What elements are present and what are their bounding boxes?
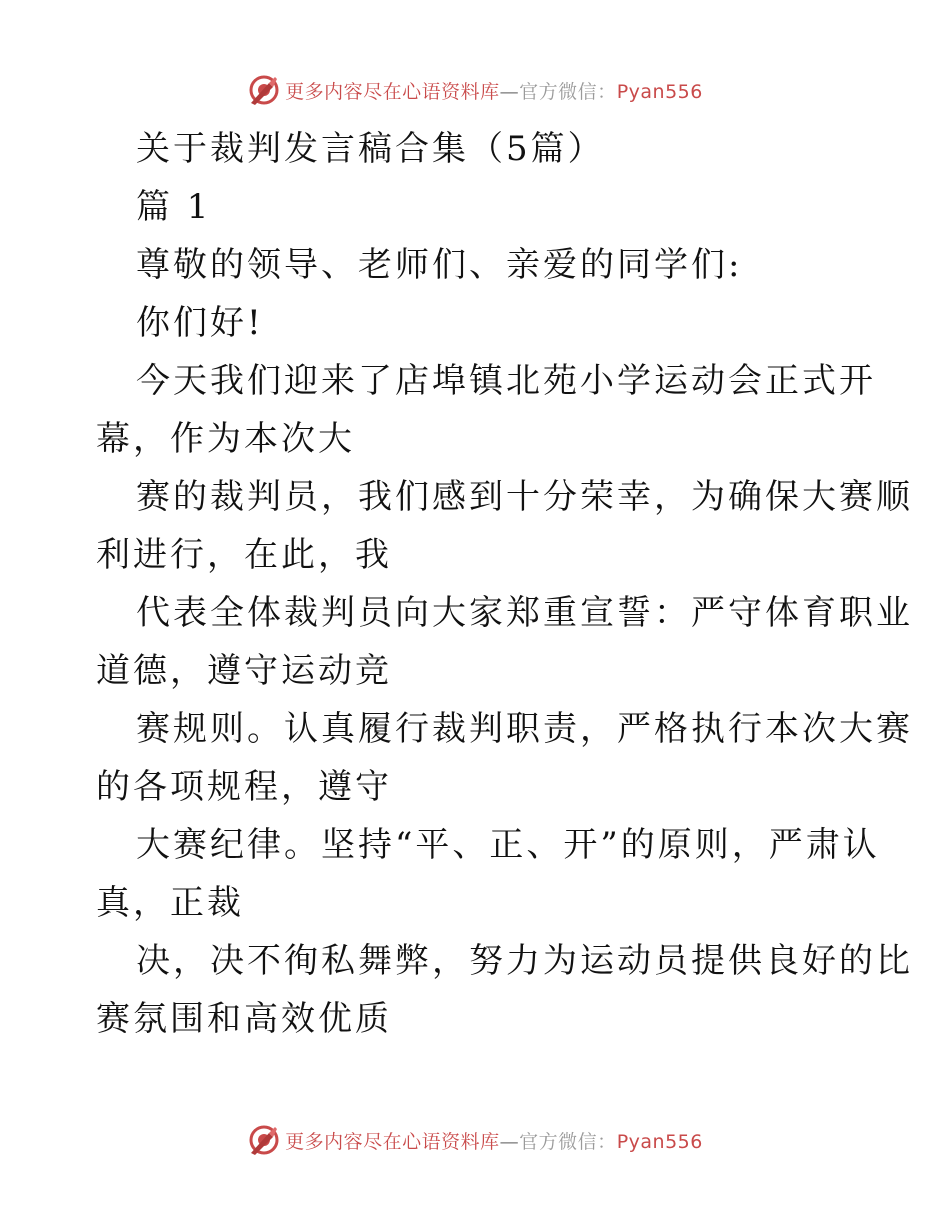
text-line: 利进行，在此，我 [96,535,392,575]
watermark-main-text: 更多内容尽在心语资料库 [285,80,500,103]
text-line: 赛规则。认真履行裁判职责，严格执行本次大赛 [136,709,913,749]
text-line: 你们好! [136,303,264,343]
text-line: 的各项规程，遵守 [96,767,392,807]
watermark-account: Pyan556 [616,1130,703,1153]
footer-watermark [0,1120,950,1160]
text-line: 幕，作为本次大 [96,419,355,459]
text-line: 决，决不徇私舞弊，努力为运动员提供良好的比 [136,941,913,981]
watermark-account: Pyan556 [616,80,703,103]
section-heading: 篇 1 [136,187,212,227]
text-line: 赛氛围和高效优质 [96,999,392,1039]
text-line: 代表全体裁判员向大家郑重宣誓：严守体育职业 [136,593,913,633]
watermark-sub-text: 官方微信： [519,80,617,103]
text-line: 道德，遵守运动竞 [96,651,392,691]
text-line: 真，正裁 [96,883,244,923]
text-line: 尊敬的领导、老师们、亲爱的同学们: [136,245,743,285]
text-line: 赛的裁判员，我们感到十分荣幸，为确保大赛顺 [136,477,913,517]
document-body [96,120,913,1048]
watermark-dash: — [499,1130,520,1153]
pen-logo-icon [247,73,281,107]
document-title: 关于裁判发言稿合集（5篇） [136,129,605,169]
header-watermark [0,70,950,110]
watermark-dash: — [499,80,520,103]
text-line: 大赛纪律。坚持“平、正、开”的原则，严肃认 [136,825,880,865]
watermark-sub-text: 官方微信： [519,1130,617,1153]
text-line: 今天我们迎来了店埠镇北苑小学运动会正式开 [136,361,876,401]
watermark-main-text: 更多内容尽在心语资料库 [285,1130,500,1153]
pen-logo-icon [247,1123,281,1157]
